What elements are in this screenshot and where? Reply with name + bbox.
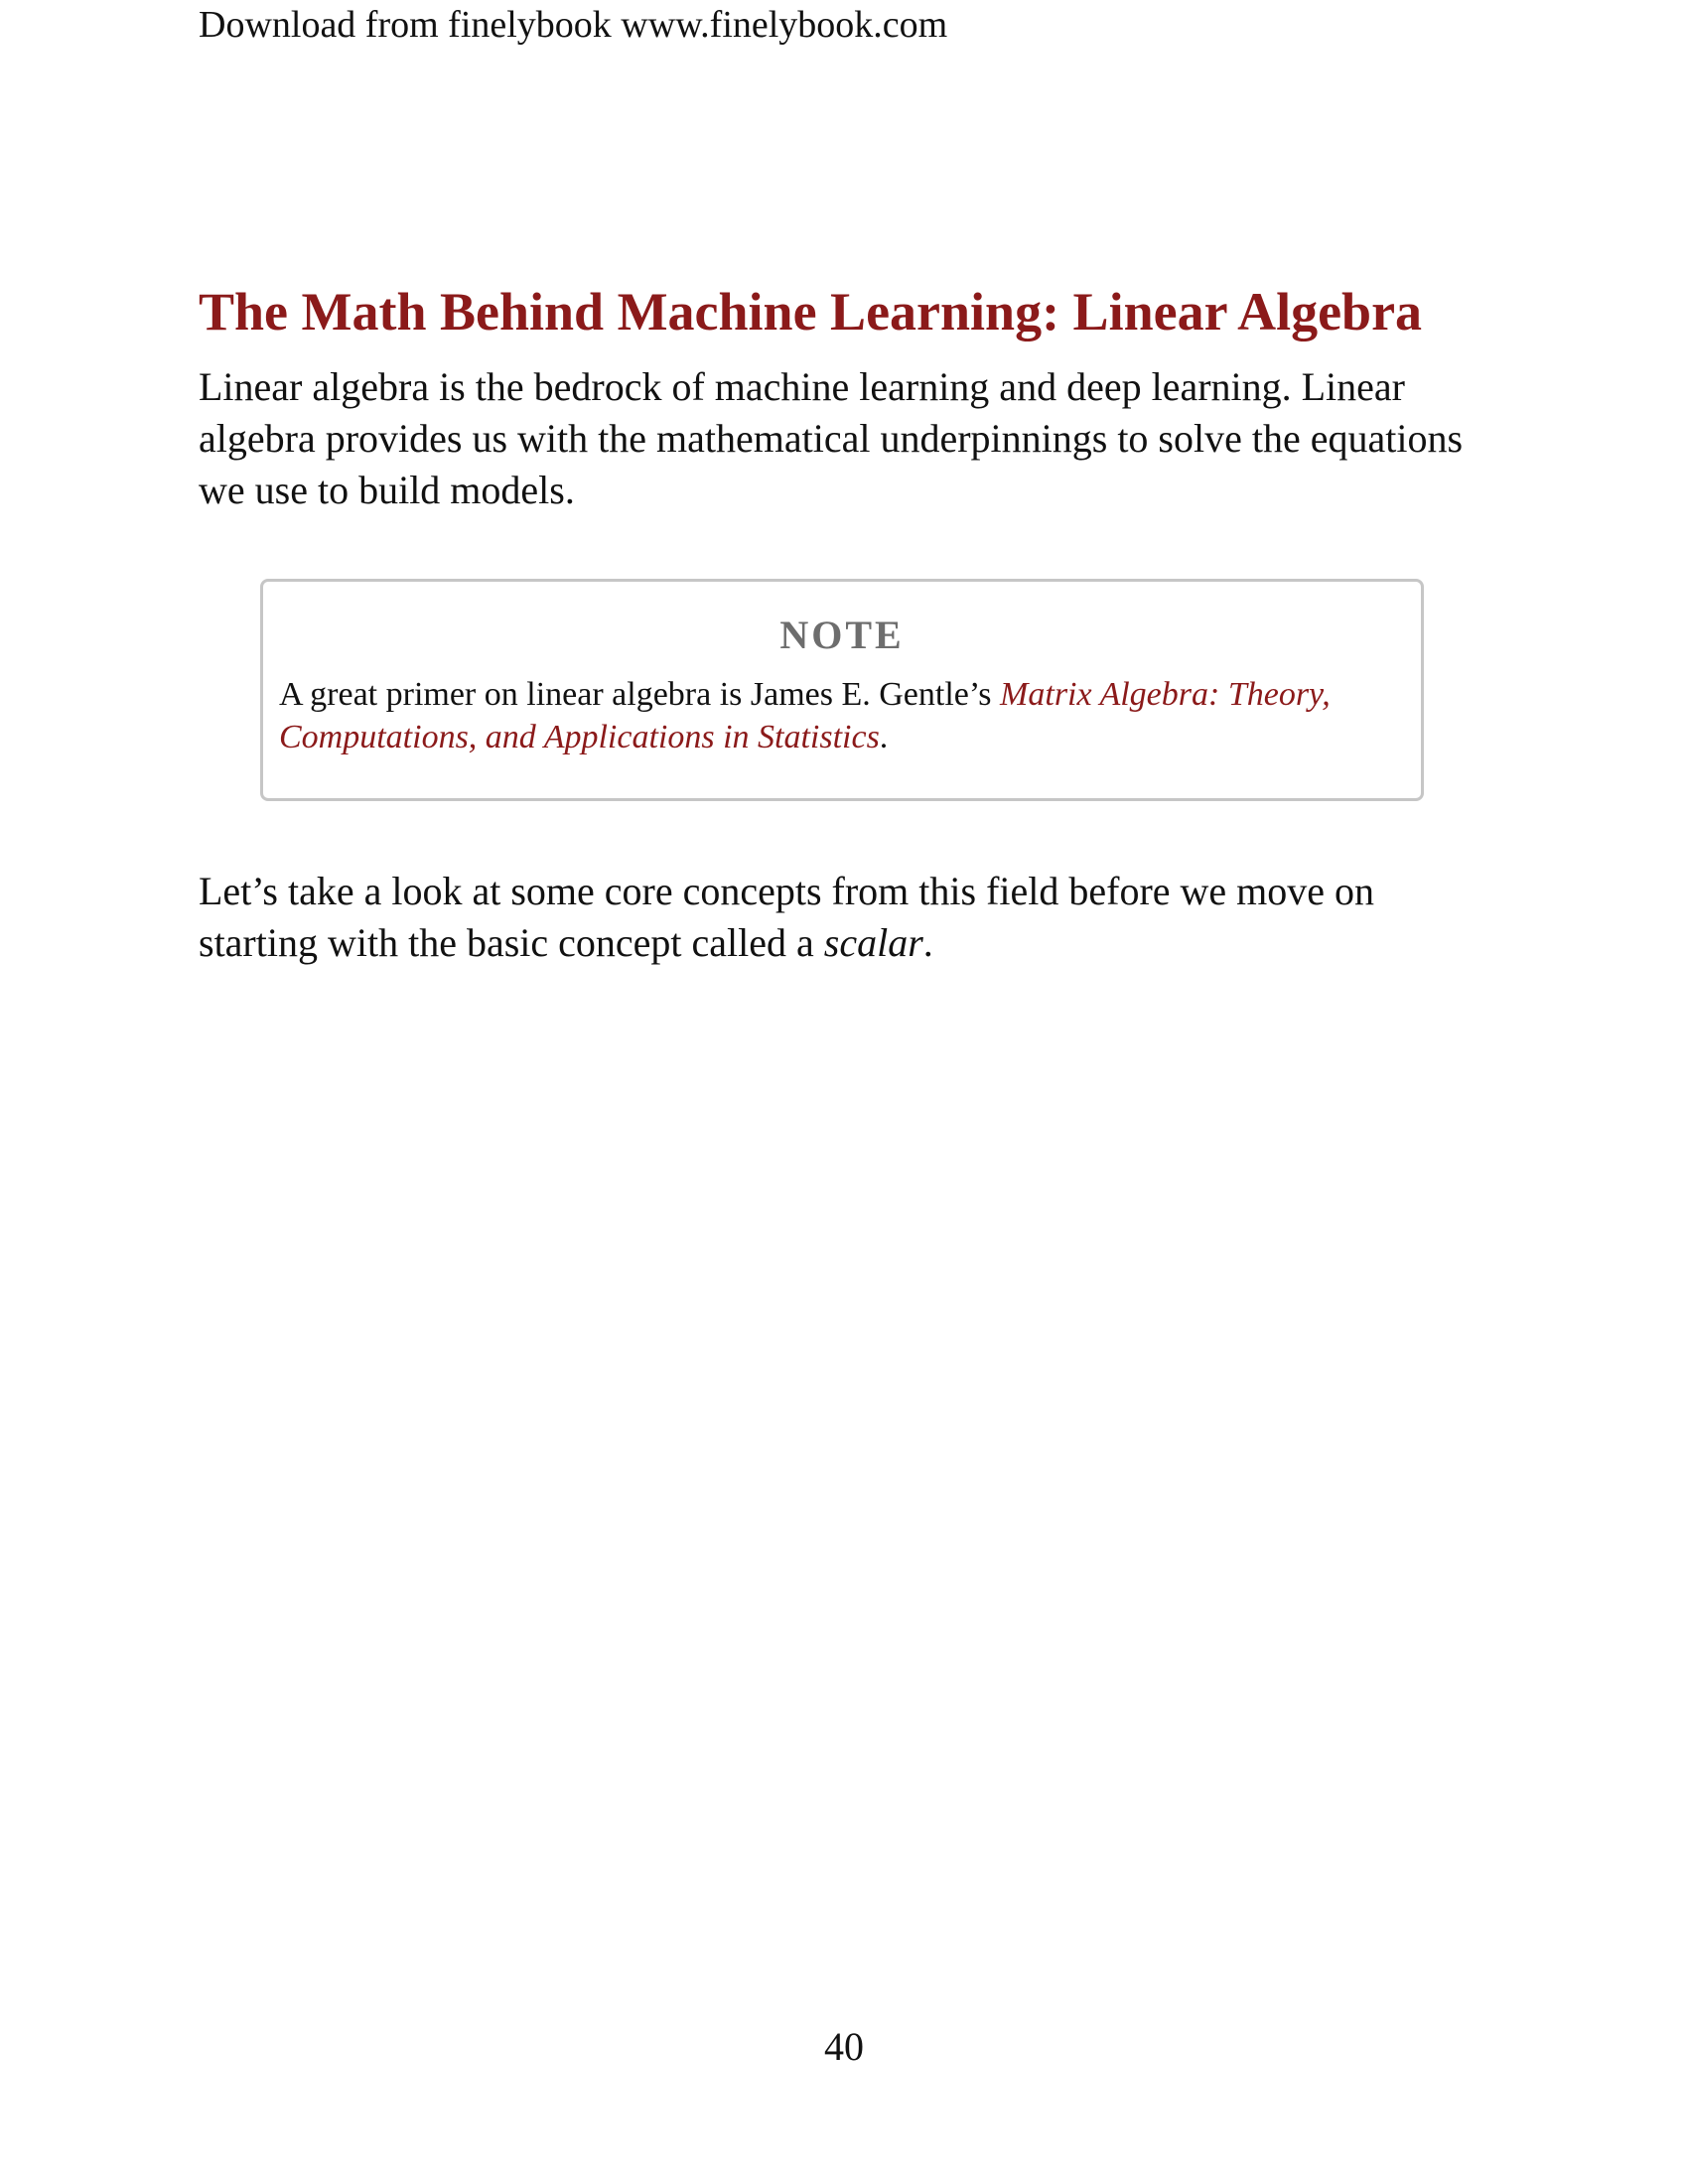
note-text-after: .	[879, 719, 889, 755]
note-box	[260, 579, 1424, 801]
concepts-text-after: .	[922, 920, 933, 965]
download-header: Download from finelybook www.finelybook.com	[199, 4, 948, 46]
concepts-text-before: Let’s take a look at some core concepts from this field before we move on starting with the basic concept called a	[199, 869, 1375, 965]
note-text	[279, 673, 1405, 758]
note-text-before: A great primer on linear algebra is James E. Gentle’s	[279, 676, 1001, 713]
section-title: The Math Behind Machine Learning: Linear Algebra	[199, 282, 1423, 341]
concepts-paragraph	[199, 866, 1489, 969]
scalar-term: scalar	[823, 920, 923, 965]
page-number: 40	[824, 2024, 864, 2069]
intro-paragraph: Linear algebra is the bedrock of machine learning and deep learning. Linear algebra provides us with the mathematical underpinnings to solve the equations we use to build models.	[199, 364, 1464, 512]
book-title-link[interactable]: Matrix Algebra: Theory, Computations, and Applications in Statistics	[279, 676, 1331, 755]
note-heading: NOTE	[779, 613, 905, 657]
